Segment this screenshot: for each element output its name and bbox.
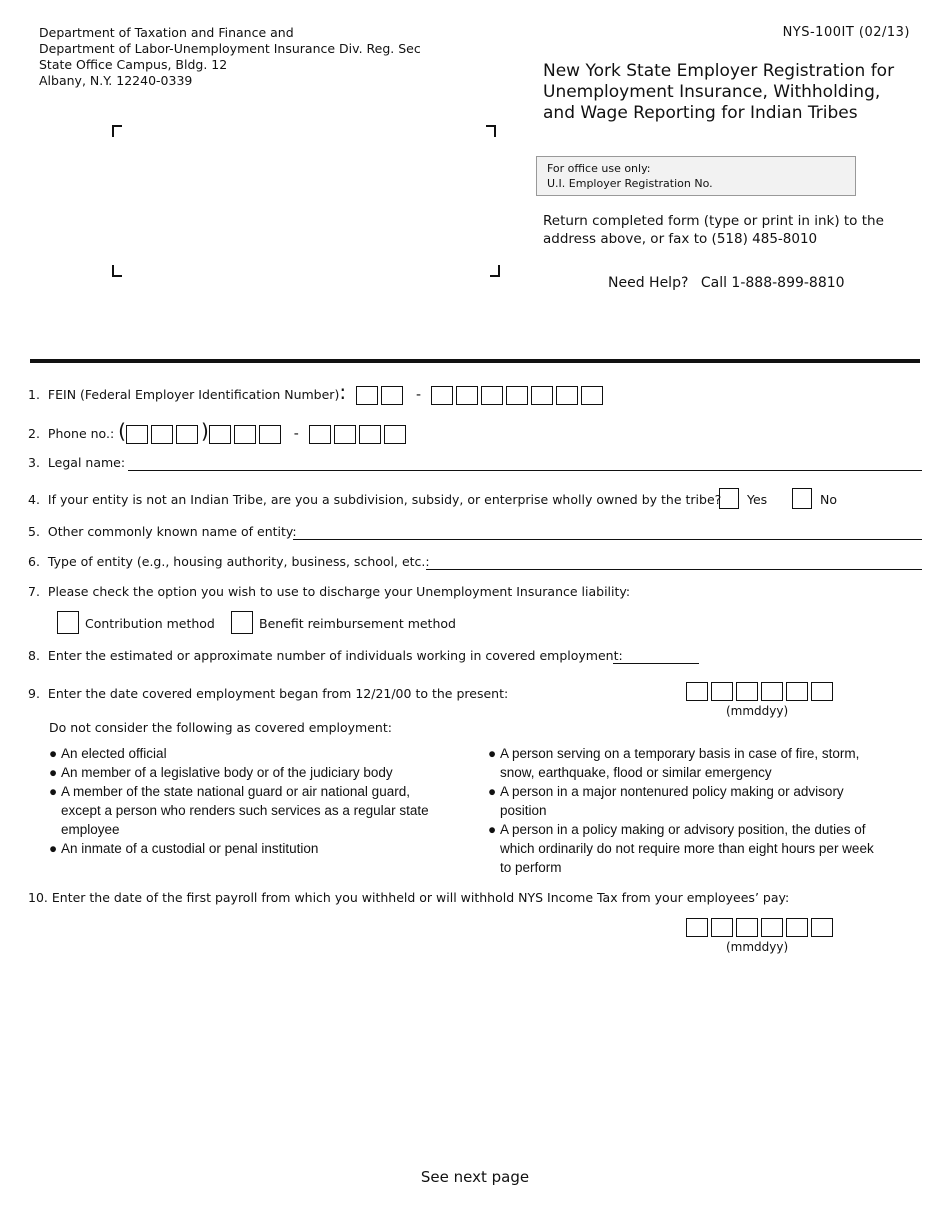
legal-name-field[interactable]	[128, 469, 922, 471]
question-employee-count	[28, 648, 623, 663]
list-item: ● A person in a policy making or advisory position, the duties of which ordinarily do not require more than eight hours per week to perform	[488, 822, 874, 875]
address-line: Albany, N.Y. 12240-0339	[39, 73, 193, 88]
section-divider	[30, 359, 920, 363]
list-item: ● A person serving on a temporary basis in case of fire, storm, snow, earthquake, flood or similar emergency	[488, 746, 860, 780]
phone-label: Phone no.:	[47, 426, 115, 441]
window-corner-mark	[486, 125, 496, 137]
question-other-name	[28, 524, 297, 539]
date-digit-box[interactable]	[736, 918, 758, 937]
contribution-method-checkbox[interactable]	[57, 611, 79, 634]
fein-digit-box[interactable]	[431, 386, 453, 405]
not-covered-list-right	[488, 744, 888, 877]
question-first-payroll-date	[28, 890, 789, 905]
question-tribe-owned	[28, 492, 721, 507]
legal-name-label: Legal name:	[47, 455, 126, 470]
question-number: 8.	[28, 648, 40, 663]
date-digit-box[interactable]	[686, 918, 708, 937]
not-covered-list-left	[49, 744, 429, 858]
form-title: New York State Employer Registration for Unemployment Insurance, Withholding, and Wage Reporting for Indian Tribes	[543, 61, 895, 123]
date-digit-box[interactable]	[811, 918, 833, 937]
no-checkbox[interactable]	[792, 488, 812, 509]
question-number: 3.	[28, 455, 40, 470]
address-line: State Office Campus, Bldg. 12	[39, 57, 228, 72]
question-number: 7.	[28, 584, 40, 599]
see-next-page: See next page	[420, 1168, 530, 1186]
question-number: 5.	[28, 524, 40, 539]
question-number: 10.	[28, 890, 48, 905]
date-format-hint: (mmddyy)	[726, 704, 789, 718]
window-corner-mark	[112, 125, 122, 137]
help-phone: Call 1-888-899-8810	[700, 275, 845, 291]
benefit-reimbursement-label: Benefit reimbursement method	[259, 616, 456, 631]
fein-digit-box[interactable]	[481, 386, 503, 405]
window-corner-mark	[112, 265, 122, 277]
employee-count-field[interactable]	[613, 662, 699, 664]
yes-checkbox[interactable]	[719, 488, 739, 509]
date-digit-box[interactable]	[786, 682, 808, 701]
date-digit-box[interactable]	[686, 682, 708, 701]
help-label: Need Help?	[608, 275, 689, 291]
payroll-date-boxes	[686, 917, 836, 937]
phone-digit-box[interactable]	[176, 425, 198, 444]
covered-date-label: Enter the date covered employment began from 12/21/00 to the present:	[47, 686, 509, 701]
phone-digit-box[interactable]	[359, 425, 381, 444]
first-payroll-label: Enter the date of the first payroll from which you withheld or will withhold NYS Income Tax from your employees’ pay:	[51, 890, 790, 905]
phone-digit-box[interactable]	[309, 425, 331, 444]
other-name-field[interactable]	[293, 538, 922, 540]
fein-digit-box[interactable]	[356, 386, 378, 405]
phone-digit-box[interactable]	[126, 425, 148, 444]
list-item: ● An elected official	[49, 746, 167, 761]
yes-label: Yes	[747, 492, 768, 507]
date-digit-box[interactable]	[711, 918, 733, 937]
contribution-method-label: Contribution method	[85, 616, 215, 631]
other-name-label: Other commonly known name of entity:	[47, 524, 297, 539]
phone-close-paren: )	[200, 419, 209, 443]
question-number: 4.	[28, 492, 40, 507]
ui-liability-label: Please check the option you wish to use to discharge your Unemployment Insurance liability:	[47, 584, 631, 599]
fein-label: FEIN (Federal Employer Identification Number)	[47, 387, 340, 402]
question-covered-employment-date	[28, 686, 508, 701]
date-format-hint: (mmddyy)	[726, 940, 789, 954]
fein-digit-box[interactable]	[531, 386, 553, 405]
entity-type-label: Type of entity (e.g., housing authority, business, school, etc.:	[47, 554, 430, 569]
employee-count-label: Enter the estimated or approximate number of individuals working in covered employment:	[47, 648, 623, 663]
benefit-reimbursement-checkbox[interactable]	[231, 611, 253, 634]
fein-colon: :	[339, 380, 347, 404]
fein-digit-box[interactable]	[556, 386, 578, 405]
address-line: Department of Taxation and Finance and	[39, 25, 294, 40]
list-item: ● An inmate of a custodial or penal institution	[49, 841, 319, 856]
list-item: ● A member of the state national guard or air national guard, except a person who renders such services as a regular state employee	[49, 784, 429, 837]
question-entity-type	[28, 554, 430, 569]
list-item: ● An member of a legislative body or of the judiciary body	[49, 765, 393, 780]
help-line	[608, 275, 853, 291]
list-item: ● A person in a major nontenured policy making or advisory position	[488, 784, 844, 818]
no-label: No	[820, 492, 837, 507]
date-digit-box[interactable]	[811, 682, 833, 701]
date-digit-box[interactable]	[761, 918, 783, 937]
phone-digit-box[interactable]	[334, 425, 356, 444]
date-digit-box[interactable]	[736, 682, 758, 701]
phone-digit-box[interactable]	[151, 425, 173, 444]
window-corner-mark	[490, 265, 500, 277]
phone-digit-box[interactable]	[234, 425, 256, 444]
fein-dash: -	[416, 387, 422, 403]
fein-digit-box[interactable]	[506, 386, 528, 405]
phone-digit-box[interactable]	[384, 425, 406, 444]
office-use-label: For office use only:	[547, 162, 651, 175]
ui-registration-label: U.I. Employer Registration No.	[547, 177, 713, 190]
tribe-owned-label: If your entity is not an Indian Tribe, are you a subdivision, subsidy, or enterprise wholly owned by the tribe?	[47, 492, 722, 507]
question-number: 2.	[28, 426, 40, 441]
fein-digit-box[interactable]	[456, 386, 478, 405]
fein-digit-box[interactable]	[381, 386, 403, 405]
question-ui-liability	[28, 584, 630, 599]
date-digit-box[interactable]	[761, 682, 783, 701]
question-number: 9.	[28, 686, 40, 701]
phone-digit-box[interactable]	[209, 425, 231, 444]
question-number: 1.	[28, 387, 40, 402]
question-number: 6.	[28, 554, 40, 569]
agency-address	[39, 25, 421, 89]
date-digit-box[interactable]	[711, 682, 733, 701]
question-fein	[28, 380, 606, 405]
fein-digit-box[interactable]	[581, 386, 603, 405]
question-legal-name	[28, 455, 125, 470]
phone-digit-box[interactable]	[259, 425, 281, 444]
date-digit-box[interactable]	[786, 918, 808, 937]
question-phone	[28, 419, 409, 444]
not-covered-intro: Do not consider the following as covered employment:	[49, 720, 392, 735]
phone-open-paren: (	[118, 419, 126, 443]
entity-type-field[interactable]	[426, 568, 922, 570]
form-number: NYS-100IT (02/13)	[782, 25, 910, 40]
office-use-box	[536, 156, 856, 196]
address-line: Department of Labor-Unemployment Insurance Div. Reg. Sec	[39, 41, 421, 56]
covered-date-boxes	[686, 681, 836, 701]
phone-dash: -	[293, 426, 299, 442]
return-instructions: Return completed form (type or print in ink) to the address above, or fax to (518) 485-8010	[543, 213, 884, 247]
